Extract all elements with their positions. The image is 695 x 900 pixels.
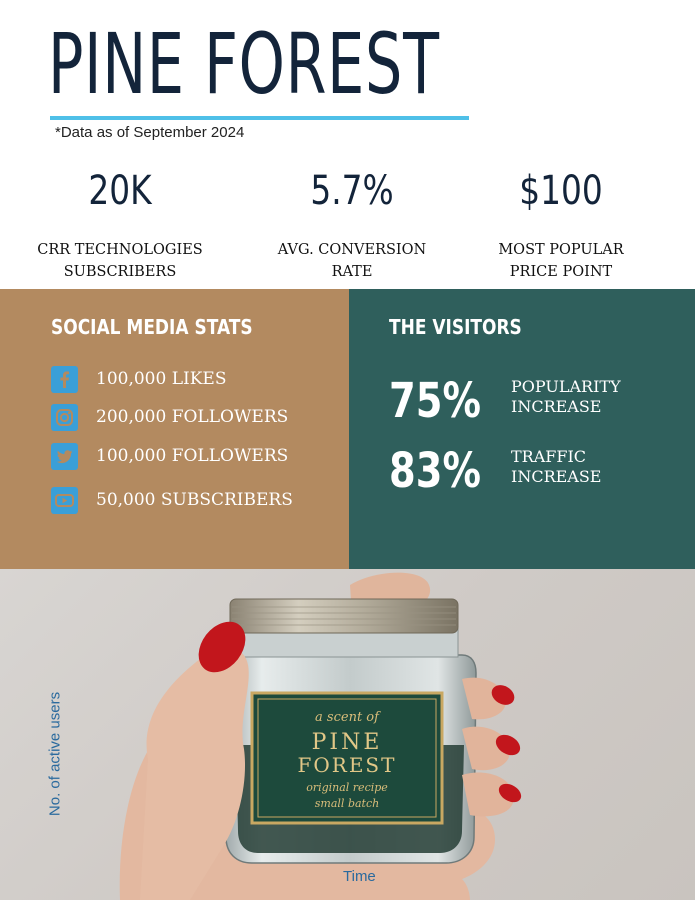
title-underline <box>50 116 469 120</box>
visitor-description-line: TRAFFIC <box>511 447 587 466</box>
visitor-stat-popularity <box>389 373 689 433</box>
label-text: a scent of <box>315 710 379 725</box>
visitor-percentage: 75% <box>389 373 481 429</box>
label-text: FOREST <box>297 753 397 777</box>
social-media-panel <box>0 289 349 569</box>
visitor-stat-traffic <box>389 443 689 503</box>
twitter-icon <box>51 443 78 470</box>
social-text: 100,000 FOLLOWERS <box>96 446 289 466</box>
visitors-panel <box>349 289 695 569</box>
stat-value: $100 <box>519 168 603 214</box>
visitor-description-line: INCREASE <box>511 397 602 416</box>
product-photo <box>0 569 695 900</box>
stat-conversion <box>252 165 452 283</box>
stat-label-line: RATE <box>331 264 373 280</box>
stat-label-line: AVG. CONVERSION <box>277 242 427 258</box>
stat-value: 5.7% <box>310 168 394 214</box>
label-text: original recipe <box>306 781 388 794</box>
visitor-description-line: POPULARITY <box>511 377 621 396</box>
stat-label-line: MOST POPULAR <box>498 242 624 258</box>
stat-label-line: PRICE POINT <box>509 264 613 280</box>
instagram-icon <box>51 404 78 431</box>
stat-price-point <box>461 165 661 283</box>
stat-label-line: CRR TECHNOLOGIES <box>37 242 203 258</box>
visitor-description-line: INCREASE <box>511 467 602 486</box>
y-axis-label: No. of active users <box>46 691 64 817</box>
visitor-percentage: 83% <box>389 443 481 499</box>
youtube-icon <box>51 487 78 514</box>
x-axis-label: Time <box>343 868 376 885</box>
social-text: 100,000 LIKES <box>96 369 227 389</box>
data-note: *Data as of September 2024 <box>55 124 245 141</box>
stat-subscribers <box>20 165 220 283</box>
visitor-description <box>511 377 621 417</box>
facebook-icon <box>51 366 78 393</box>
jar-lid <box>230 599 458 633</box>
page-title: PINE FOREST <box>48 15 440 113</box>
label-text: small batch <box>314 797 380 810</box>
stat-label <box>252 239 452 283</box>
social-heading: SOCIAL MEDIA STATS <box>51 315 253 339</box>
label-text: PINE <box>311 730 383 755</box>
social-text: 50,000 SUBSCRIBERS <box>96 490 293 510</box>
social-text: 200,000 FOLLOWERS <box>96 407 289 427</box>
visitors-heading: THE VISITORS <box>389 315 522 339</box>
visitor-description <box>511 447 601 487</box>
jar-illustration <box>0 569 695 900</box>
stat-label <box>20 239 220 283</box>
stat-label <box>461 239 661 283</box>
stat-label-line: SUBSCRIBERS <box>63 264 177 280</box>
stat-value: 20K <box>88 168 152 214</box>
